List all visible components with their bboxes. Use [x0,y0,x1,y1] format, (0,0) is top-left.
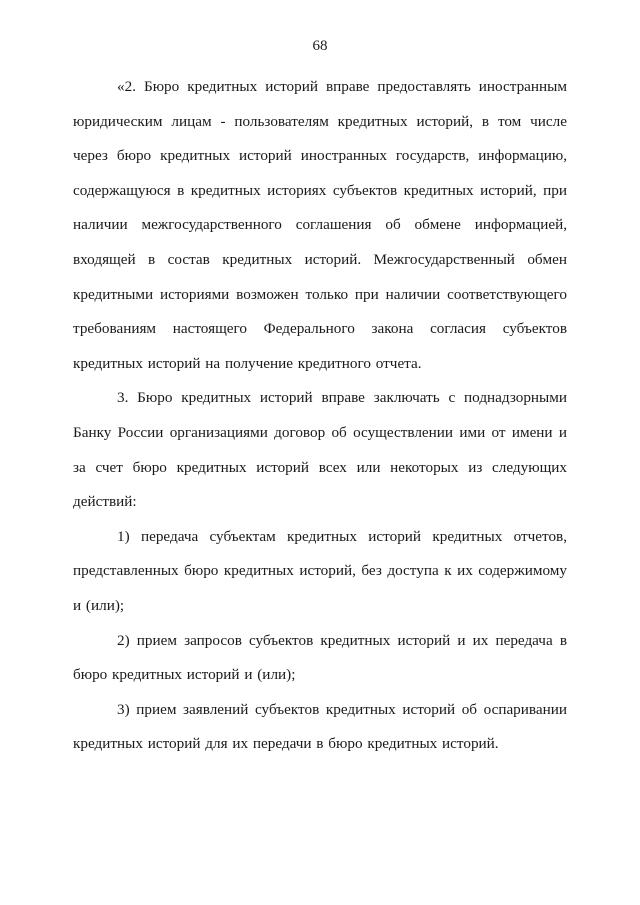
page-number: 68 [312,38,328,54]
document-body [73,70,567,762]
paragraph-2: «2. Бюро кредитных историй вправе предоставлять иностранным юридическим лицам - пользователям кредитных историй, в том числе через бюро кредитных историй иностранных государств, информацию, содержащуюся в кредитных историях субъектов кредитных историй, при наличии межгосударственного соглашения об обмене информацией, входящей в состав кредитных историй. Межгосударственный обмен кредитными историями возможен только при наличии соответствующего требованиям настоящего Федерального закона согласия субъектов кредитных историй на получение кредитного отчета. [73,78,567,372]
list-item-2: 2) прием запросов субъектов кредитных историй и их передача в бюро кредитных историй и (или); [73,631,567,684]
list-item-3: 3) прием заявлений субъектов кредитных историй об оспаривании кредитных историй для их передачи в бюро кредитных историй. [73,700,567,753]
list-item-1: 1) передача субъектам кредитных историй кредитных отчетов, представленных бюро кредитных историй, без доступа к их содержимому и (или); [73,527,567,614]
paragraph-3: 3. Бюро кредитных историй вправе заключать с поднадзорными Банку России организациями договор об осуществлении ими от имени и за счет бюро кредитных историй всех или некоторых из следующих действий: [73,389,567,511]
